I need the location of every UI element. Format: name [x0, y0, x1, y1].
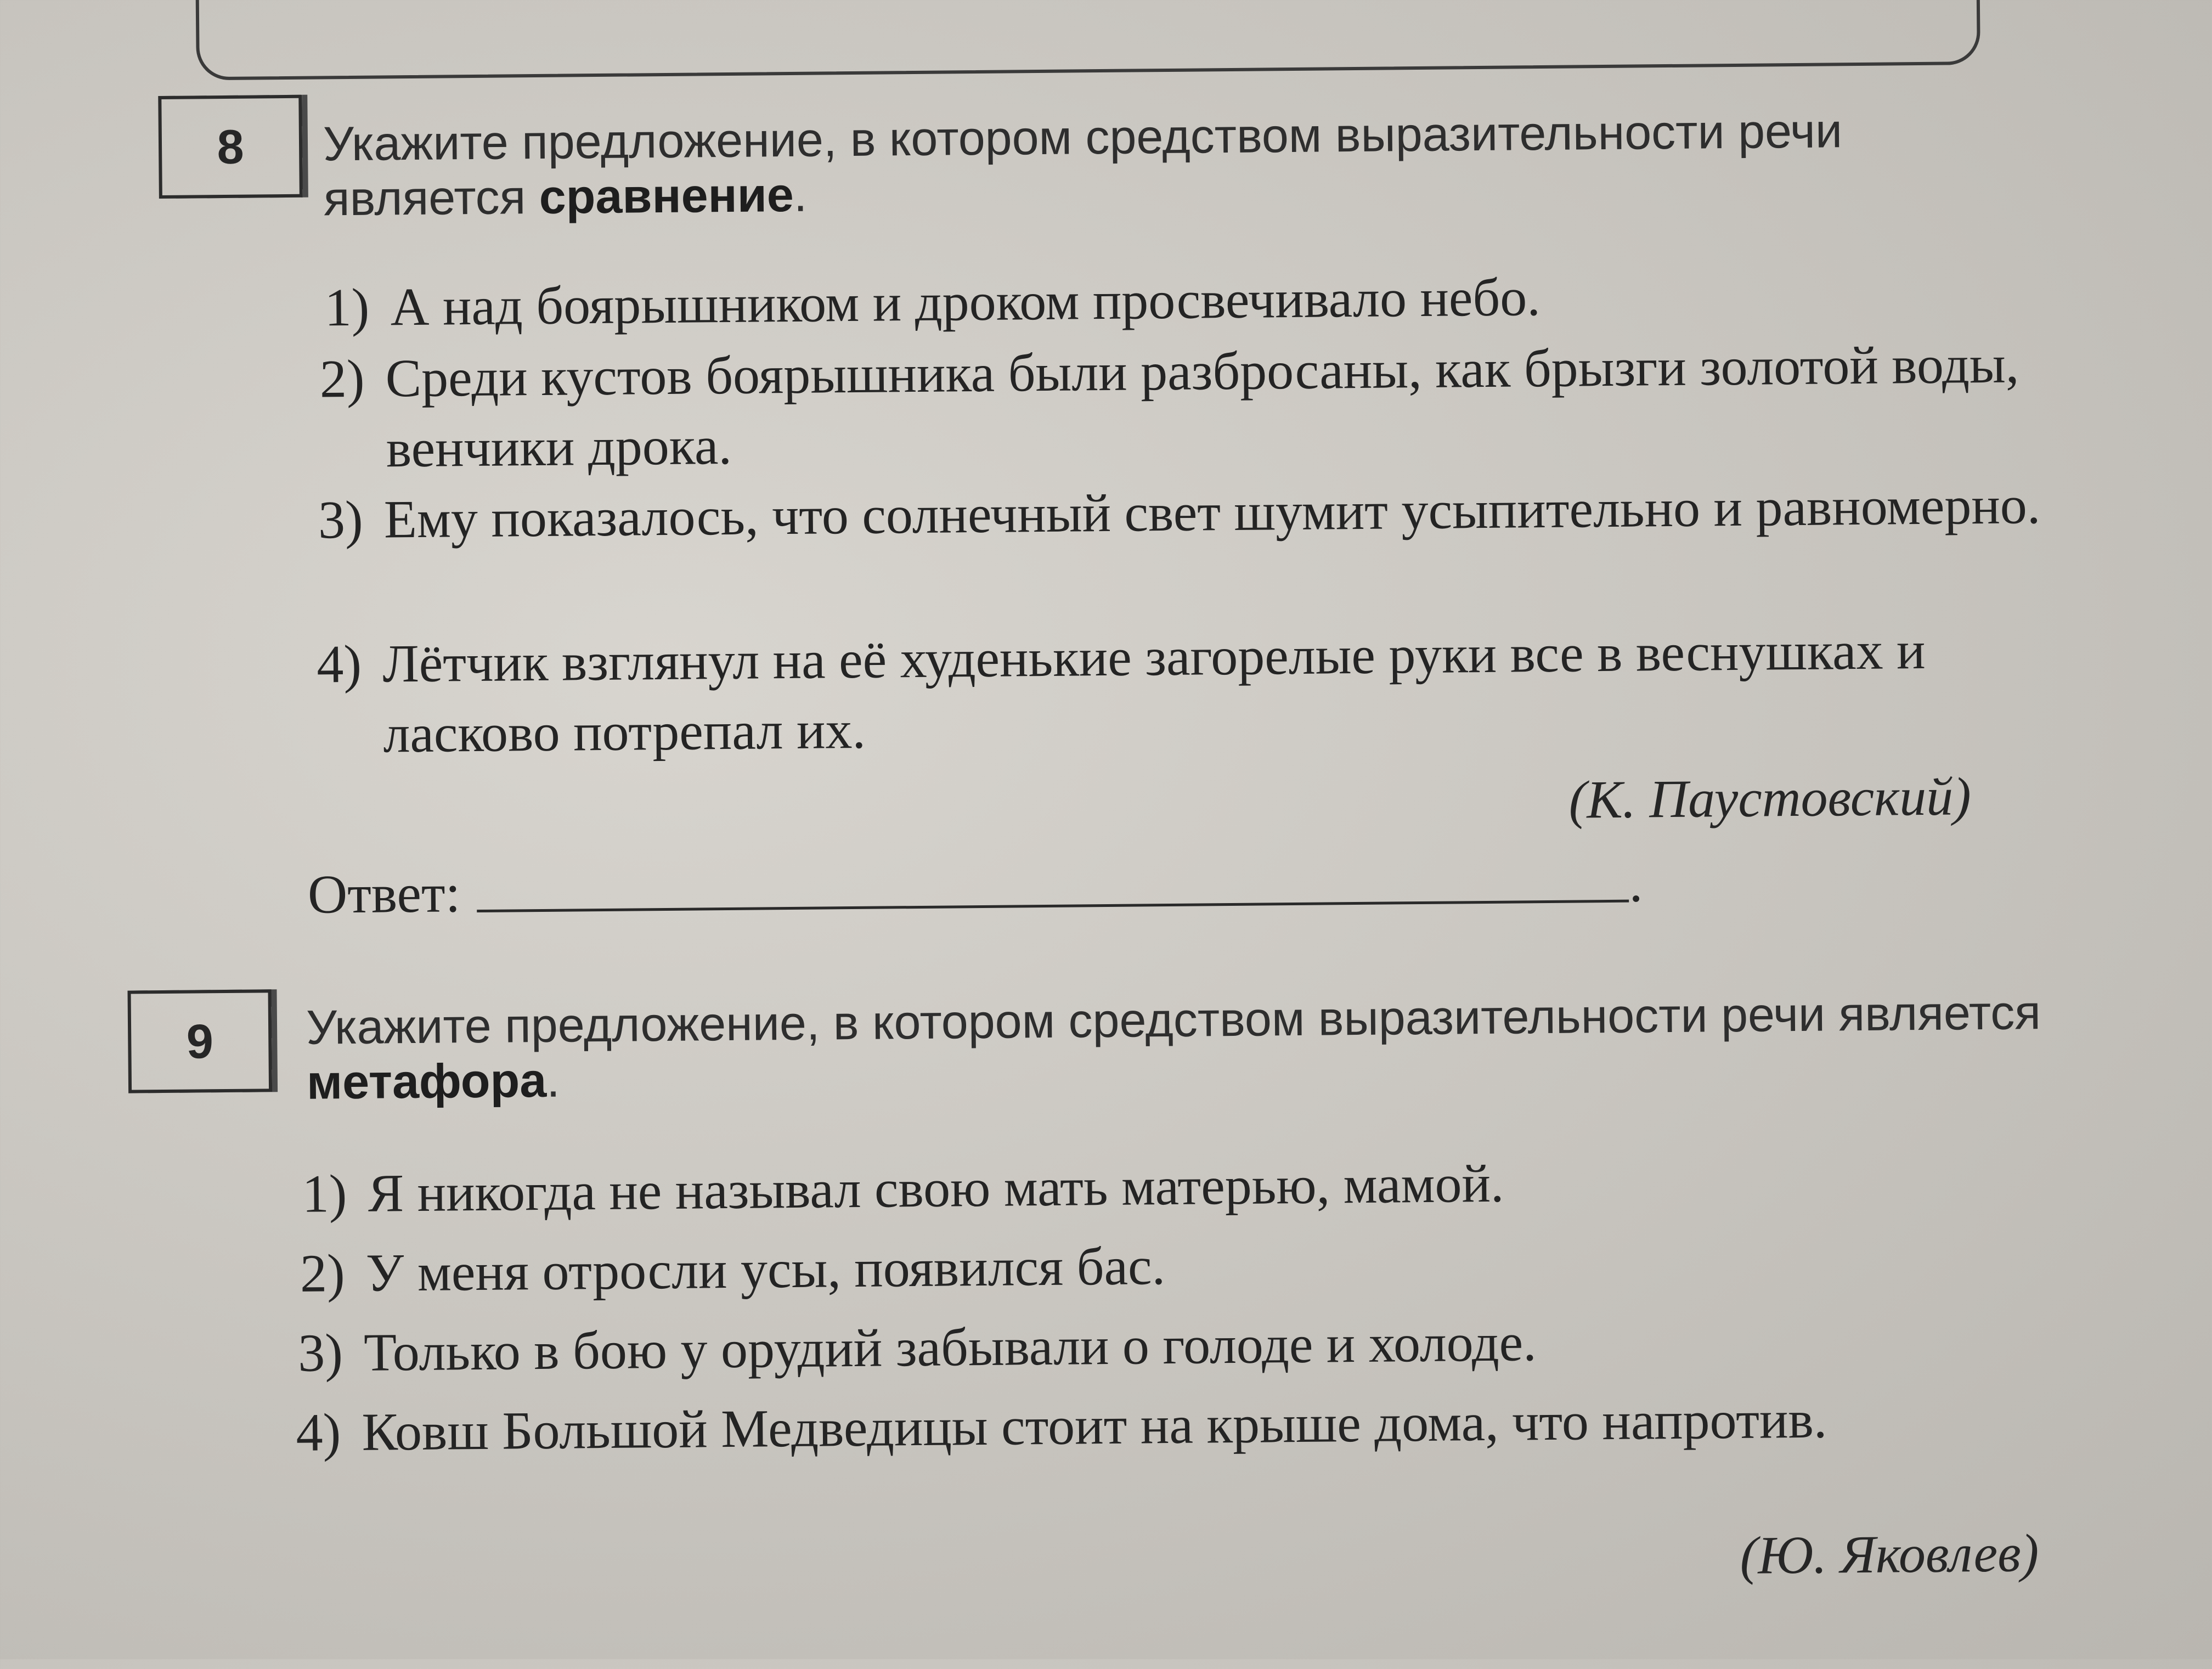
- task-9-option-1: 1) Я никогда не называл свою мать матерью, мамой.: [302, 1154, 1504, 1224]
- task-8-author: (К. Паустовский): [1568, 767, 1972, 830]
- previous-task-frame: [195, 0, 1980, 80]
- task-9-prompt: Укажите предложение, в котором средством выразительности речи является метафора.: [306, 985, 2041, 1109]
- answer-input-line[interactable]: [477, 900, 1629, 912]
- task-9-term: метафора: [306, 1052, 547, 1109]
- task-9-option-2: 2) У меня отросли усы, появился бас.: [300, 1237, 1166, 1304]
- task-8-option-1: 1) А над боярышником и дроком просвечивало небо.: [324, 268, 1541, 338]
- task-8-option-4: 4) Лётчик взглянул на её худенькие загорелые руки все в веснушках и ласково потрепал их.: [316, 621, 1926, 764]
- answer-label: Ответ:: [307, 862, 461, 925]
- task-8-prompt: Укажите предложение, в котором средством выразительности речи является сравнение.: [323, 103, 1843, 226]
- task-8-option-2: 2) Среди кустов боярышника были разбросаны, как брызги золотой воды, венчики дрока.: [319, 335, 2019, 479]
- task-8-term: сравнение: [539, 167, 794, 224]
- task-9-number: 9: [186, 1013, 214, 1069]
- task-9-number-box: [127, 989, 272, 1093]
- task-8-number-box: [158, 95, 303, 199]
- task-9-option-3: 3) Только в бою у орудий забывали о голоде и холоде.: [297, 1313, 1537, 1383]
- task-8-answer-row: Ответ: .: [307, 852, 1643, 925]
- task-9-author: (Ю. Яковлев): [1740, 1524, 2039, 1586]
- task-8-option-3: 3) Ему показалось, что солнечный свет шумит усыпительно и равномерно.: [318, 476, 2041, 550]
- task-8-number: 8: [217, 119, 244, 174]
- task-9-option-4: 4) Ковш Большой Медведицы стоит на крыше дома, что напротив.: [296, 1390, 1827, 1463]
